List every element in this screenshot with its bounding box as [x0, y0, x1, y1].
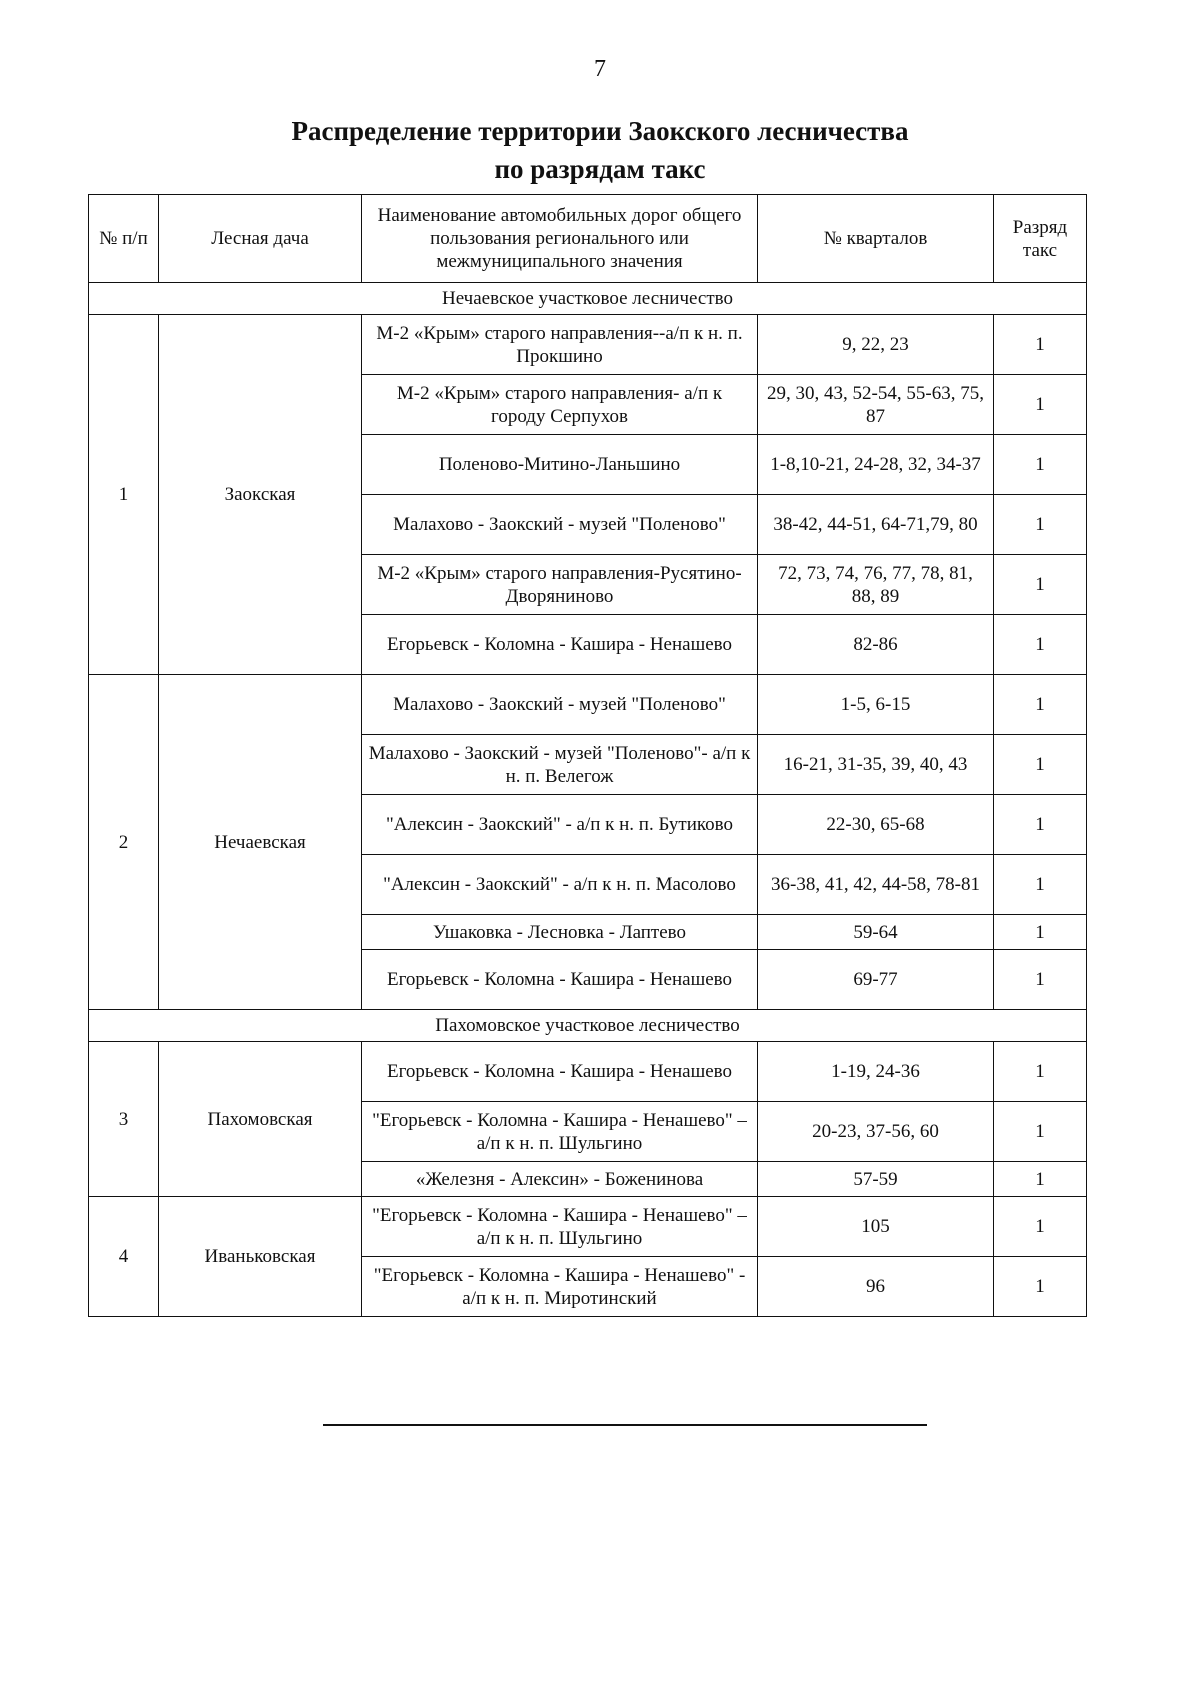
- road-name: "Егорьевск - Коломна - Кашира - Ненашево" – а/п к н. п. Шульгино: [362, 1102, 758, 1162]
- header-tax-class: Разряд такс: [994, 195, 1087, 283]
- road-name: Ушаковка - Лесновка - Лаптево: [362, 915, 758, 950]
- road-name: Егорьевск - Коломна - Кашира - Ненашево: [362, 1042, 758, 1102]
- section-title: Пахомовское участковое лесничество: [89, 1010, 1087, 1042]
- road-name: Малахово - Заокский - музей "Поленово": [362, 495, 758, 555]
- row-number: 4: [89, 1197, 159, 1317]
- road-name: Малахово - Заокский - музей "Поленово"- а/п к н. п. Велегож: [362, 735, 758, 795]
- header-forest-dacha: Лесная дача: [159, 195, 362, 283]
- table-row: [89, 1197, 1087, 1257]
- forest-dacha-name: Пахомовская: [159, 1042, 362, 1197]
- bottom-divider: [323, 1424, 927, 1426]
- tax-class: 1: [994, 675, 1087, 735]
- tax-class: 1: [994, 435, 1087, 495]
- quarter-numbers: 38-42, 44-51, 64-71,79, 80: [758, 495, 994, 555]
- quarter-numbers: 82-86: [758, 615, 994, 675]
- road-name: М-2 «Крым» старого направления- а/п к городу Серпухов: [362, 375, 758, 435]
- quarter-numbers: 59-64: [758, 915, 994, 950]
- forest-dacha-name: Заокская: [159, 315, 362, 675]
- quarter-numbers: 29, 30, 43, 52-54, 55-63, 75, 87: [758, 375, 994, 435]
- document-title: [0, 112, 1200, 188]
- tax-class: 1: [994, 855, 1087, 915]
- forest-tax-table: [88, 194, 1087, 1317]
- tax-class: 1: [994, 735, 1087, 795]
- section-row: [89, 283, 1087, 315]
- quarter-numbers: 1-5, 6-15: [758, 675, 994, 735]
- table-row: [89, 1042, 1087, 1102]
- header-roads: Наименование автомобильных дорог общего пользования регионального или межмуниципального значения: [362, 195, 758, 283]
- quarter-numbers: 9, 22, 23: [758, 315, 994, 375]
- tax-class: 1: [994, 1257, 1087, 1317]
- quarter-numbers: 20-23, 37-56, 60: [758, 1102, 994, 1162]
- road-name: "Алексин - Заокский" - а/п к н. п. Масолово: [362, 855, 758, 915]
- quarter-numbers: 1-8,10-21, 24-28, 32, 34-37: [758, 435, 994, 495]
- table-row: [89, 315, 1087, 375]
- table-header-row: [89, 195, 1087, 283]
- page-number: 7: [594, 56, 606, 82]
- title-line-2: по разрядам такс: [494, 154, 706, 184]
- forest-dacha-name: Иваньковская: [159, 1197, 362, 1317]
- tax-class: 1: [994, 795, 1087, 855]
- tax-class: 1: [994, 495, 1087, 555]
- tax-class: 1: [994, 1197, 1087, 1257]
- road-name: Егорьевск - Коломна - Кашира - Ненашево: [362, 950, 758, 1010]
- quarter-numbers: 72, 73, 74, 76, 77, 78, 81, 88, 89: [758, 555, 994, 615]
- tax-class: 1: [994, 950, 1087, 1010]
- tax-class: 1: [994, 375, 1087, 435]
- table-body: [89, 195, 1087, 1317]
- tax-class: 1: [994, 1102, 1087, 1162]
- quarter-numbers: 36-38, 41, 42, 44-58, 78-81: [758, 855, 994, 915]
- tax-class: 1: [994, 1042, 1087, 1102]
- quarter-numbers: 1-19, 24-36: [758, 1042, 994, 1102]
- road-name: "Алексин - Заокский" - а/п к н. п. Бутиково: [362, 795, 758, 855]
- tax-class: 1: [994, 1162, 1087, 1197]
- quarter-numbers: 69-77: [758, 950, 994, 1010]
- road-name: М-2 «Крым» старого направления-Русятино-Дворяниново: [362, 555, 758, 615]
- title-line-1: Распределение территории Заокского лесничества: [291, 116, 909, 146]
- section-title: Нечаевское участковое лесничество: [89, 283, 1087, 315]
- road-name: Малахово - Заокский - музей "Поленово": [362, 675, 758, 735]
- tax-class: 1: [994, 555, 1087, 615]
- road-name: Поленово-Митино-Ланьшино: [362, 435, 758, 495]
- table-row: [89, 675, 1087, 735]
- tax-class: 1: [994, 915, 1087, 950]
- section-row: [89, 1010, 1087, 1042]
- road-name: Егорьевск - Коломна - Кашира - Ненашево: [362, 615, 758, 675]
- tax-class: 1: [994, 615, 1087, 675]
- quarter-numbers: 16-21, 31-35, 39, 40, 43: [758, 735, 994, 795]
- road-name: «Железня - Алексин» - Боженинова: [362, 1162, 758, 1197]
- road-name: "Егорьевск - Коломна - Кашира - Ненашево" – а/п к н. п. Шульгино: [362, 1197, 758, 1257]
- quarter-numbers: 105: [758, 1197, 994, 1257]
- row-number: 3: [89, 1042, 159, 1197]
- header-quarters: № кварталов: [758, 195, 994, 283]
- tax-class: 1: [994, 315, 1087, 375]
- quarter-numbers: 57-59: [758, 1162, 994, 1197]
- header-num: № п/п: [89, 195, 159, 283]
- road-name: М-2 «Крым» старого направления--а/п к н. п. Прокшино: [362, 315, 758, 375]
- row-number: 2: [89, 675, 159, 1010]
- row-number: 1: [89, 315, 159, 675]
- quarter-numbers: 96: [758, 1257, 994, 1317]
- quarter-numbers: 22-30, 65-68: [758, 795, 994, 855]
- forest-dacha-name: Нечаевская: [159, 675, 362, 1010]
- road-name: "Егорьевск - Коломна - Кашира - Ненашево" - а/п к н. п. Миротинский: [362, 1257, 758, 1317]
